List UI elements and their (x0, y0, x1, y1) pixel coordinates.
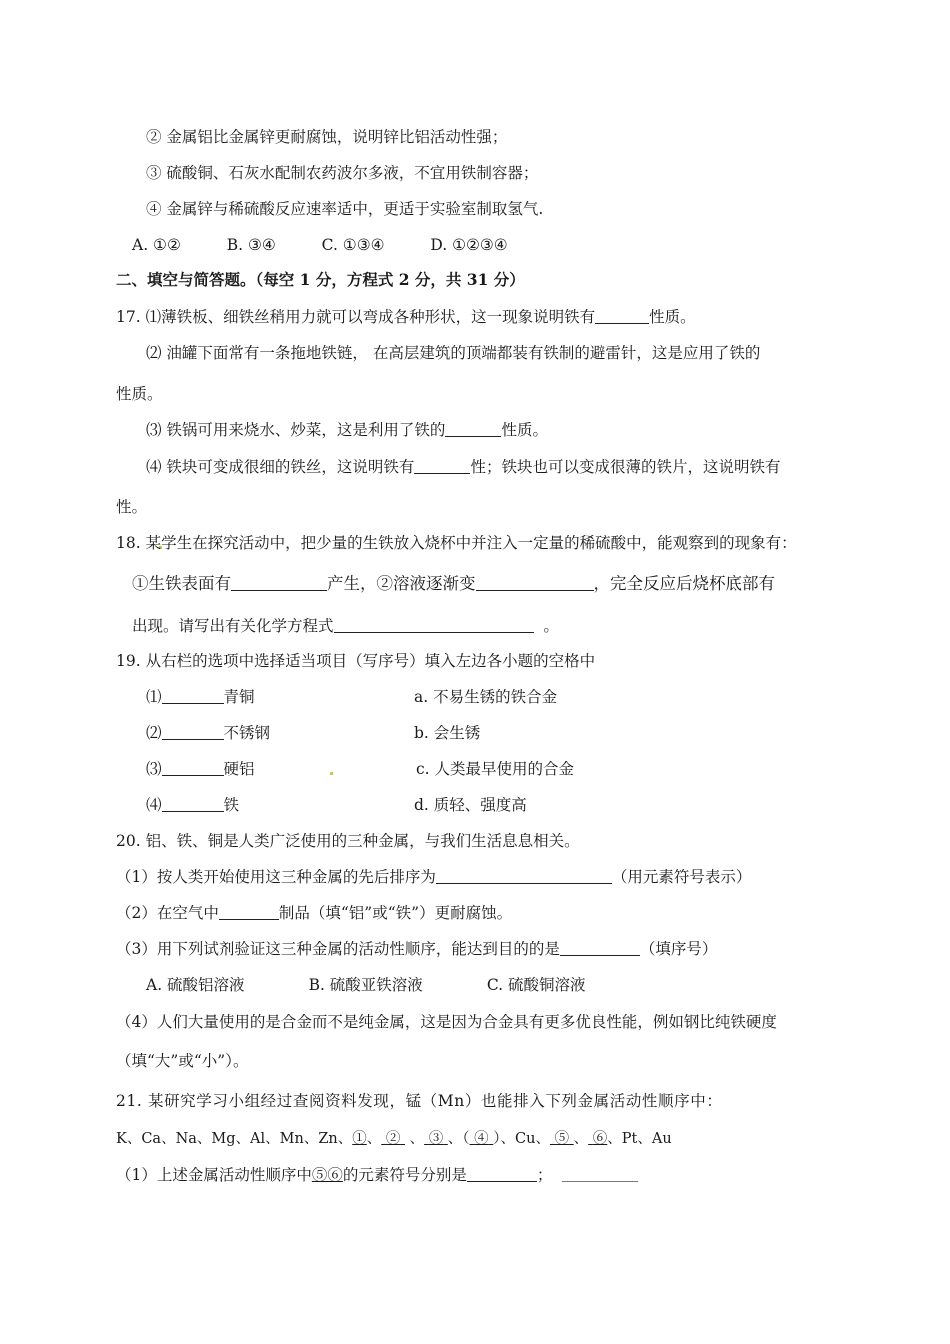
q19-left-1: ⑴ 青铜 (146, 688, 255, 706)
answer-blank[interactable] (445, 421, 501, 437)
q19-right-d: d. 质轻、强度高 (414, 796, 527, 814)
seq-blank-2: ② (385, 1131, 401, 1147)
answer-blank[interactable] (162, 724, 224, 740)
q17-part3: ⑶ 铁锅可用来烧水、炒菜，这是利用了铁的 性质。 (146, 421, 548, 439)
q20-part4-line1: （4）人们大量使用的是合金而不是纯金属，这是因为合金具有更多优良性能，例如钢比纯铁硬度 (116, 1013, 777, 1031)
statement-2: ② 金属铝比金属锌更耐腐蚀，说明锌比铝活动性强； (146, 128, 508, 146)
answer-blank[interactable] (560, 940, 640, 956)
stray-mark (330, 772, 333, 775)
seq-blank-1: ① (352, 1131, 367, 1147)
q20-stem: 20. 铝、铁、铜是人类广泛使用的三种金属，与我们生活息息相关。 (116, 832, 580, 850)
answer-blank[interactable] (595, 308, 649, 324)
answer-blank[interactable] (467, 1166, 537, 1182)
option-b: B. ③④ (226, 236, 276, 254)
answer-blank[interactable] (219, 904, 279, 920)
q20-options (146, 974, 585, 996)
answer-blank[interactable] (562, 1166, 638, 1182)
option-d: D. ①②③④ (430, 236, 508, 254)
q20-option-a: A. 硫酸铝溶液 (146, 976, 245, 994)
q21-sequence: K、Ca、Na、Mg、Al、Mn、Zn、①、 ② 、 ③ 、（ ④ ）、Cu、 ⑤ 、 ⑥、Pt、Au (116, 1131, 672, 1147)
answer-blank[interactable] (414, 458, 470, 474)
statement-3: ③ 硫酸铜、石灰水配制农药波尔多液，不宜用铁制容器； (146, 164, 539, 182)
q17-part2-line2: 性质。 (116, 385, 163, 403)
answer-blank[interactable] (476, 575, 594, 591)
answer-blank[interactable] (162, 688, 224, 704)
seq-blank-4: ④ (474, 1131, 489, 1147)
section-heading: 二、填空与简答题。（每空 1 分，方程式 2 分，共 31 分） (116, 270, 525, 289)
q20-option-b: B. 硫酸亚铁溶液 (308, 976, 423, 994)
option-a: A. ①② (132, 236, 181, 254)
answer-blank[interactable] (162, 760, 224, 776)
q17-part1: 17. ⑴薄铁板、细铁丝稍用力就可以弯成各种形状，这一现象说明铁有 性质。 (116, 308, 696, 326)
statement-4: ④ 金属锌与稀硫酸反应速率适中，更适于实验室制取氢气. (146, 200, 544, 218)
seq-blank-5: ⑤ (554, 1131, 570, 1147)
q19-right-a: a. 不易生锈的铁合金 (414, 688, 558, 706)
options-row (132, 234, 508, 256)
q18-stem: 18. 某学生在探究活动中，把少量的生铁放入烧杯中并注入一定量的稀硫酸中，能观察到的现象有： (116, 534, 797, 552)
answer-blank[interactable] (231, 575, 327, 591)
q18-line3: 出现。请写出有关化学方程式 。 (132, 617, 559, 635)
q21-part1: （1）上述金属活动性顺序中⑤⑥的元素符号分别是 ； (116, 1164, 638, 1186)
q17-part4-line1: ⑷ 铁块可变成很细的铁丝，这说明铁有 性；铁块也可以变成很薄的铁片，这说明铁有 (146, 458, 781, 476)
q20-part1: （1）按人类开始使用这三种金属的先后排序为 （用元素符号表示） (116, 868, 752, 886)
q19-left-4: ⑷ 铁 (146, 796, 240, 814)
q19-right-c: c. 人类最早使用的合金 (416, 760, 575, 778)
q20-part4-line2: （填“大”或“小”）。 (116, 1052, 249, 1070)
option-c: C. ①③④ (321, 236, 385, 254)
q17-part2-line1: ⑵ 油罐下面常有一条拖地铁链， 在高层建筑的顶端都装有铁制的避雷针，这是应用了铁的 (146, 344, 761, 362)
q17-part4-line2: 性。 (116, 498, 148, 516)
equation-blank[interactable] (334, 617, 534, 633)
q19-left-3: ⑶ 硬铝 (146, 760, 255, 778)
q20-part3: （3）用下列试剂验证这三种金属的活动性顺序，能达到目的的是 （填序号） (116, 940, 718, 958)
q21-stem: 21. 某研究学习小组经过查阅资料发现，锰（Mn）也能排入下列金属活动性顺序中： (116, 1092, 723, 1110)
q18-line2: ①生铁表面有 产生，②溶液逐渐变 ，完全反应后烧杯底部有 (132, 574, 775, 593)
q20-option-c: C. 硫酸铜溶液 (486, 976, 586, 994)
q19-right-b: b. 会生锈 (414, 724, 481, 742)
answer-blank[interactable] (436, 868, 612, 884)
answer-blank[interactable] (162, 796, 224, 812)
q19-stem: 19. 从右栏的选项中选择适当项目（写序号）填入左边各小题的空格中 (116, 652, 596, 670)
seq-blank-6: ⑥ (592, 1131, 608, 1147)
q19-left-2: ⑵ 不锈钢 (146, 724, 271, 742)
q20-part2: （2）在空气中 制品（填“铝”或“铁”）更耐腐蚀。 (116, 904, 513, 922)
seq-blank-3: ③ (428, 1131, 444, 1147)
